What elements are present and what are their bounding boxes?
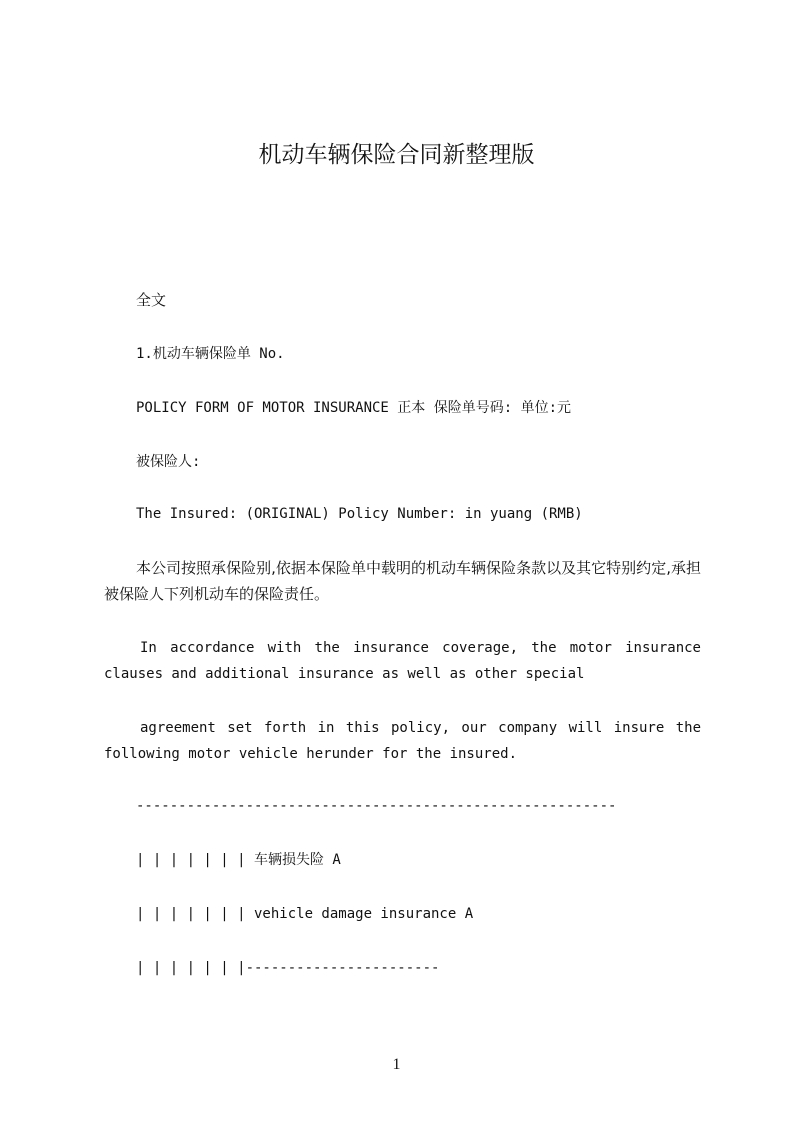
policy-form-line: POLICY FORM OF MOTOR INSURANCE 正本 保险单号码: 单位:元 xyxy=(136,400,572,416)
section-heading: 全文 xyxy=(136,291,167,309)
table-row-cn: | | | | | | | 车辆损失险 A xyxy=(136,852,341,868)
table-row-divider: | | | | | | |----------------------- xyxy=(136,960,440,976)
insured-label-en: The Insured: (ORIGINAL) Policy Number: in yuang (RMB) xyxy=(136,506,583,522)
paragraph-en-2: agreement set forth in this policy, our company will insure the following motor vehicle herunder for the insured. xyxy=(104,720,701,762)
paragraph-en-1: In accordance with the insurance coverage, the motor insurance clauses and additional insurance as well as other special xyxy=(104,640,701,682)
document-title: 机动车辆保险合同新整理版 xyxy=(258,142,535,168)
table-separator: --------------------------------------------------------- xyxy=(136,798,617,814)
paragraph-cn: 本公司按照承保险别,依据本保险单中载明的机动车辆保险条款以及其它特别约定,承担被保险人下列机动车的保险责任。 xyxy=(104,559,701,603)
policy-heading: 1.机动车辆保险单 No. xyxy=(136,346,285,362)
page-number: 1 xyxy=(392,1056,401,1073)
table-row-en: | | | | | | | vehicle damage insurance A xyxy=(136,906,474,922)
insured-label-cn: 被保险人: xyxy=(136,454,201,470)
